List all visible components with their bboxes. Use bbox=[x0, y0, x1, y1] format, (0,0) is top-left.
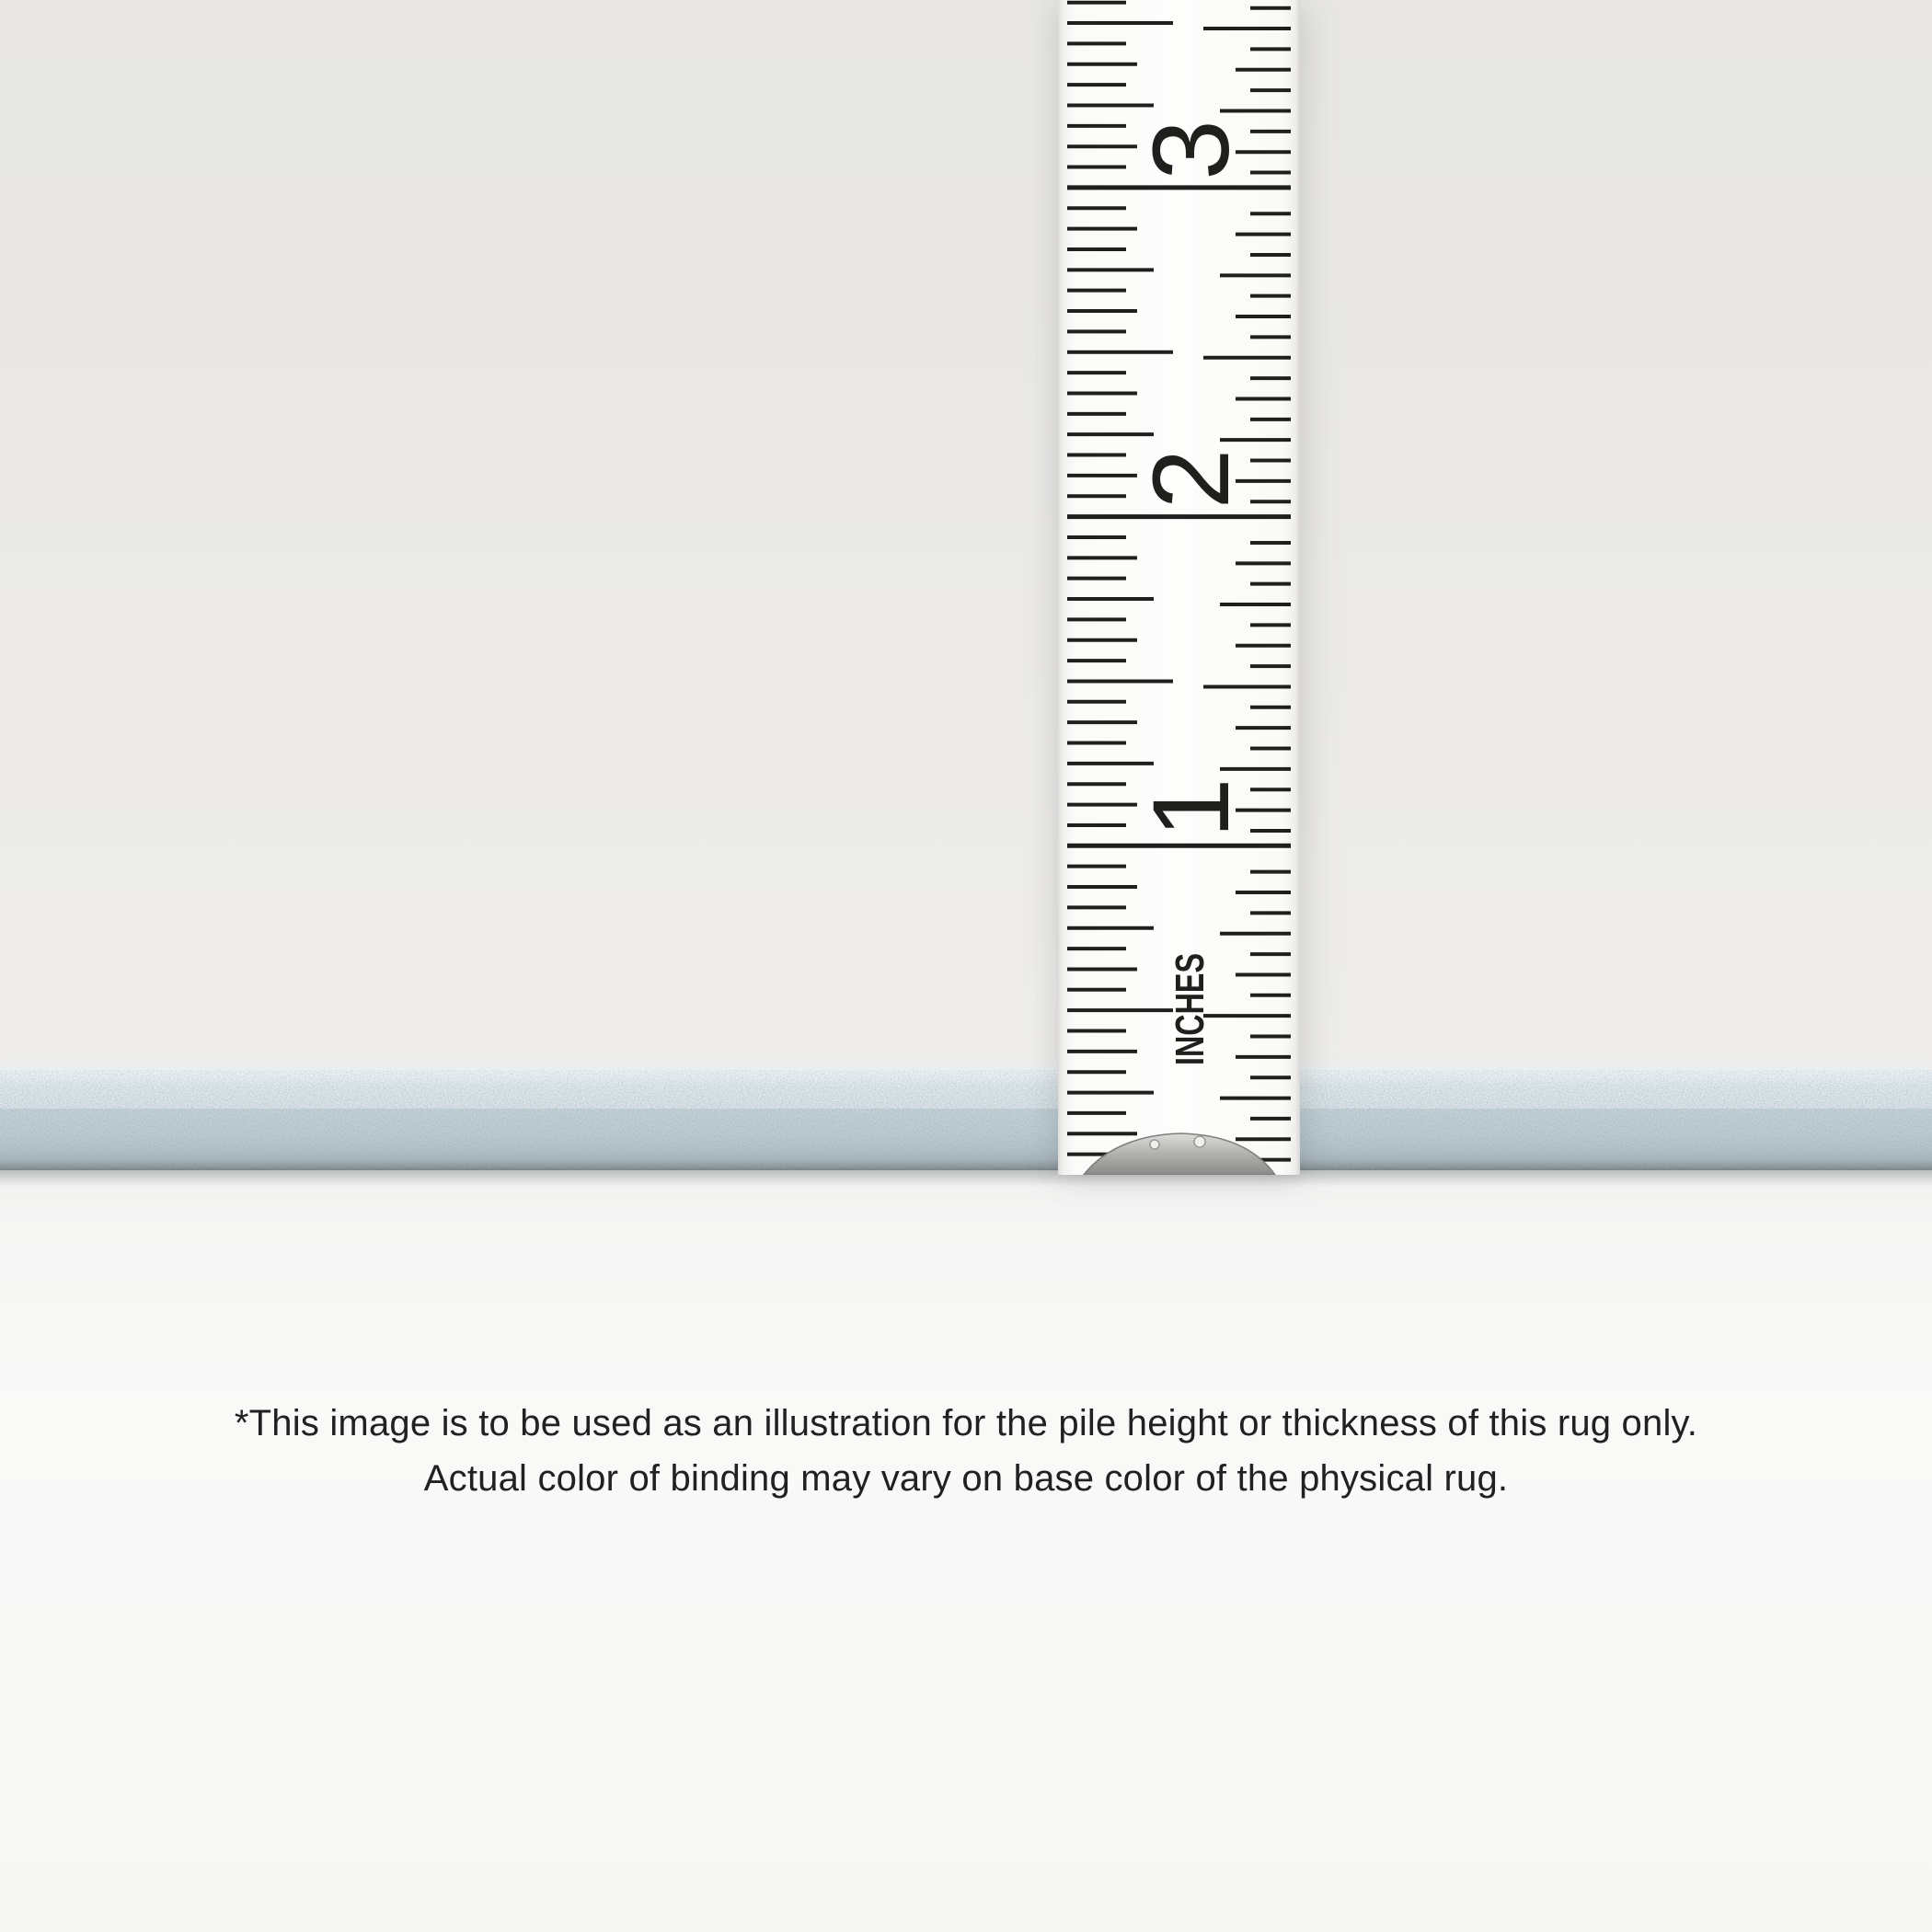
inch-number-3: 3 bbox=[1131, 120, 1252, 180]
caption bbox=[0, 1396, 1932, 1506]
caption-line-1: *This image is to be used as an illustration for the pile height or thickness of this rug only. bbox=[234, 1403, 1698, 1443]
rug-texture bbox=[0, 1070, 1932, 1170]
end-cap-rivet bbox=[1194, 1136, 1205, 1147]
inch-number-1: 1 bbox=[1131, 777, 1252, 839]
foreground-surface bbox=[0, 1170, 1932, 1932]
caption-line-2: Actual color of binding may vary on base color of the physical rug. bbox=[423, 1458, 1509, 1499]
ruler bbox=[1058, 0, 1300, 1175]
inches-label: INCHES bbox=[1167, 912, 1213, 1065]
end-cap-rivet bbox=[1150, 1140, 1159, 1149]
rug-cross-section bbox=[0, 1070, 1932, 1170]
inch-number-2: 2 bbox=[1131, 448, 1252, 510]
